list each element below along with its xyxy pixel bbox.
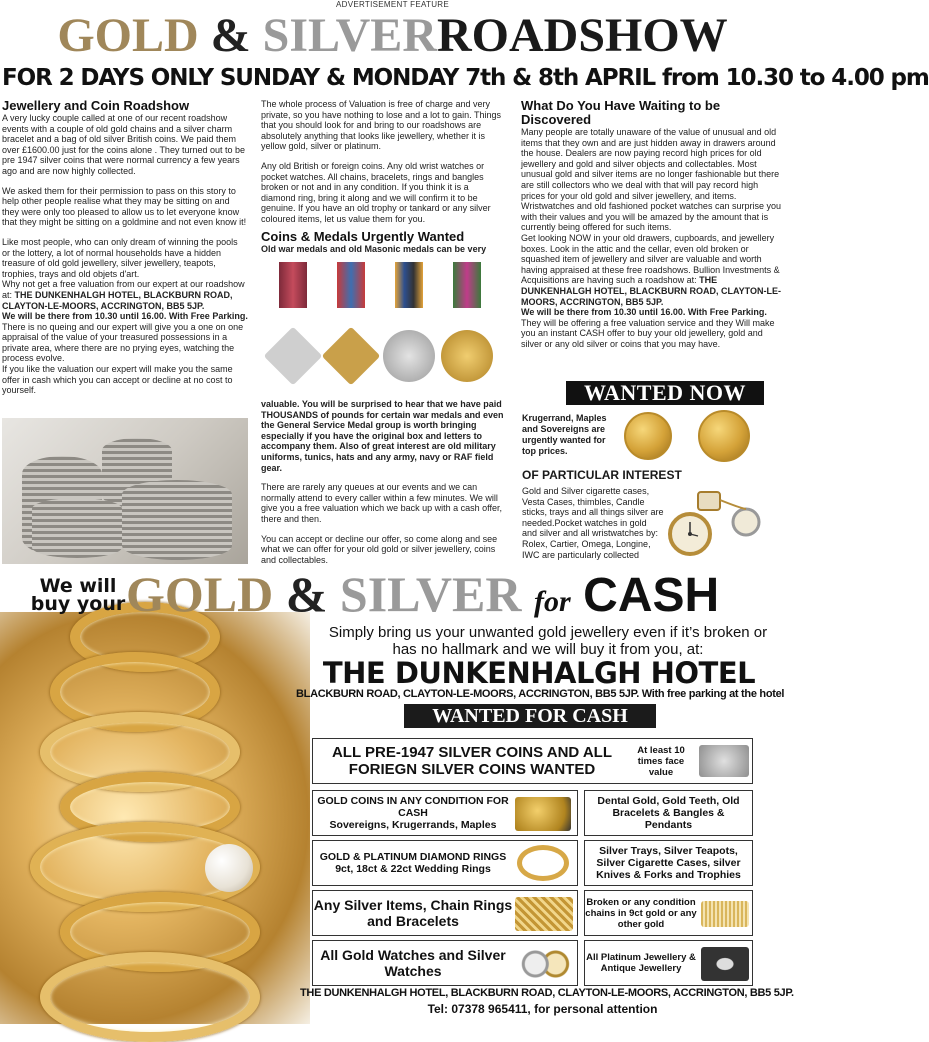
masthead-title [0,10,785,62]
column-jewellery-roadshow [2,99,248,405]
gold-coins-box [312,790,578,836]
paragraph: There are rarely any queues at our events and we can normally attend to every caller within a few minutes. We will give you a free valuation which we back up with a cash offer, there and then. [261,482,502,524]
gold-coins-text [313,795,513,831]
paragraph-text: If you like the valuation our expert will make you the same offer in cash which you can accept or decline at no cost to yourself. [2,364,233,396]
paragraph [2,237,248,396]
wanted-now-banner: WANTED NOW [566,381,764,405]
we-will-buy-your [28,577,128,613]
diamond-rings-thumbnail [517,845,569,881]
pearl-ring-image [205,844,253,892]
watches-thumbnail [515,945,573,983]
footer-address: THE DUNKENHALGH HOTEL, BLACKBURN ROAD, CLAYTON-LE-MOORS, ACCRINGTON, BB5 5JP. [300,987,794,999]
gold-rings-photo [0,612,310,1024]
diamond-rings-text [313,851,513,875]
silver-coins-photo [2,418,248,564]
masthead-amp: & [210,9,251,62]
times-text: We will be there from 10.30 until 16.00. With Free Parking. [2,311,248,322]
headline-for: for [534,585,571,618]
silver-coins-text: ALL PRE-1947 SILVER COINS AND ALL FORIEGN SILVER COINS WANTED [331,744,613,778]
hotel-address: BLACKBURN ROAD, CLAYTON-LE-MOORS, ACCRINGTON, BB5 5JP. With free parking at the hotel [296,688,785,700]
gold-coins-sub: Sovereigns, Krugerrands, Maples [329,819,497,831]
watches-box [312,940,578,986]
gold-silver-cash-headline [126,568,719,620]
dates-line: FOR 2 DAYS ONLY SUNDAY & MONDAY 7th & 8th APRIL from 10.30 to 4.00 pm [2,65,929,91]
paragraph-text: Why not get a free valuation from our expert at our roadshow at: [2,279,245,300]
diamond-rings-box [312,840,578,886]
venue-text: THE DUNKENHALGH HOTEL, BLACKBURN ROAD, CLAYTON-LE-MOORS, ACCRINGTON, BB5 5JP. [521,275,781,307]
paragraph-text: They will be offering a free valuation service and they Will make you an instant CASH offer to buy your old jewellery, gold and silver or any old silver or coins that you may have. [521,317,775,349]
paragraph-text: Get looking NOW in your old drawers, cupboards, and jewellery boxes. Look in the attic and the cellar, even old broken or squashed item of jewellery and silver are valuable and worth having appraised at these free roadshows. Bullion Investments & Acquisitions are having such a roadshow at: [521,232,780,286]
broken-chains-text: Broken or any condition chains in 9ct gold or any other gold [585,896,697,930]
interest-text: Gold and Silver cigarette cases, Vesta Cases, thimbles, Candle sticks, trays and all things silver are needed.Pocket watches in gold and silver and all wristwatches by: Rolex, Cartier, Omega, Longine, IWC are particularly collected [522,486,664,560]
pocket-watches-image [660,488,770,558]
advertisement-feature-label: ADVERTISEMENT FEATURE [336,0,449,9]
headline-silver: SILVER [339,566,522,622]
gold-coins-title: GOLD COINS IN ANY CONDITION FOR CASH [317,795,509,819]
column-heading: What Do You Have Waiting to be Discovered [521,98,721,127]
platinum-text: All Platinum Jewellery & Antique Jewellery [586,952,696,974]
gold-coins-thumbnail [515,797,571,831]
silver-items-text: Any Silver Items, Chain Rings and Bracelets [313,897,513,929]
diamond-rings-title: GOLD & PLATINUM DIAMOND RINGS [319,851,507,863]
column-medals-continued [261,399,505,574]
krugerrand-text: Krugerrand, Maples and Sovereigns are urgently wanted for top prices. [522,413,607,456]
platinum-box [584,940,753,986]
paragraph: We asked them for their permission to pass on this story to help other people realise what they may be sitting on and they were only too pleased to allow us to let everyone know that they might be sitting on a goldmine and not even know it! [2,185,247,228]
coins-medals-heading: Coins & Medals Urgently Wanted [261,228,465,244]
watches-text: All Gold Watches and Silver Watches [320,947,506,979]
paragraph: You can accept or decline our offer, so come along and see what we can offer for your old gold or silver jewellery, coins and collectables. [261,533,498,565]
footer-telephone: Tel: 07378 965411, for personal attention [427,1002,658,1016]
we-will-text: We will [39,575,117,597]
diamond-rings-sub: 9ct, 18ct & 22ct Wedding Rings [335,863,491,875]
chains-thumbnail [701,901,749,927]
silver-trays-text: Silver Trays, Silver Teapots, Silver Cigarette Cases, silver Knives & Forks and Trophies [596,845,741,881]
gold-chain-thumbnail [515,897,573,931]
bring-us-text: Simply bring us your unwanted gold jewellery even if it’s broken or has no hallmark and we will buy it from you, at: [328,624,768,658]
column-valuation [261,99,505,254]
paragraph [521,233,783,350]
headline-cash: CASH [583,569,720,622]
masthead-roadshow: ROADSHOW [436,9,728,62]
silver-coins-thumbnail [699,745,749,777]
platinum-thumbnail [701,947,749,981]
buy-your-text: buy your [30,593,126,615]
headline-gold: GOLD [126,566,274,622]
headline-amp: & [285,566,328,622]
paragraph: The whole process of Valuation is free of charge and very private, so you have nothing to lose and a lot to gain. Things that you should look for and bring to our roadshows are absolutely anything that looks like jewellery, whether it is yellow gold, silver or platinum. [261,99,501,152]
paragraph: A very lucky couple called at one of our recent roadshow events with a couple of old gold chains and a silver charm bracelet and a bag of old silver British coins. We paid them over £1600.00 just for the coins alone . They turned out to be pre 1947 silver coins that were normal currency a few years ago and are now highly collected. [2,113,245,176]
masthead-silver: SILVER [262,9,437,62]
silver-items-box [312,890,578,936]
silver-coins-box [312,738,753,784]
paragraph-text: There is no queing and our expert will give you a one on one appraisal of the value of your treasured possessions in a private area, where there are no prying eyes, watching the process evolve. [2,321,244,364]
dental-gold-box [584,790,753,836]
bold-paragraph [261,399,505,473]
paragraph: Many people are totally unaware of the value of unusual and old items that they own and are just hidden away in drawers around the house. Dealers are now paying record high prices for old jewellery and gold and silver objects and collectables. Most unusual gold and silver items are no longer fashionable but there are still collectors who we deal with that will pay record high prices for your old gold and silver jewellery, and items. Wristwatches and old fashioned pocket watches can surprise you with their values and you will be amazed by the amount that is currently being offered for such items. [521,127,781,233]
hotel-name: THE DUNKENHALGH HOTEL [322,656,756,690]
dental-gold-text: Dental Gold, Gold Teeth, Old Bracelets & Bangles & Pendants [597,795,740,831]
broken-chains-box [584,890,753,936]
interest-heading: OF PARTICULAR INTEREST [522,468,682,482]
face-value-text: At least 10 times face value [637,744,685,778]
war-medals-image [263,262,509,386]
paragraph: Any old British or foreign coins. Any old wrist watches or pocket watches. All chains, bracelets, rings and bangles broken or not and in any condition. If you think it is a diamond ring, bring it along and we will confirm it to be genuine. If you have an old trophy or tankard or any silver coloured items, let us value them for you. [261,160,491,224]
masthead-gold: GOLD [57,9,199,62]
venue-text: THE DUNKENHALGH HOTEL, BLACKBURN ROAD, CLAYTON-LE-MOORS, ACCRINGTON, BB5 5JP. [2,289,233,311]
times-text: We will be there from 10.30 until 16.00. With Free Parking. [521,307,767,318]
column-discovered [521,99,783,358]
wanted-for-cash-banner: WANTED FOR CASH [404,704,656,728]
krugerrand-coin-image [624,412,672,460]
sovereign-coin-image [698,410,750,462]
bold-paragraph-text: valuable. You will be surprised to hear that we have paid THOUSANDS of pounds for certain war medals and even the General Service Medal group is worth bringing especially if you have the original box and letters to accompany them. Also of great interest are old military uniforms, tunics, hats and any army, navy or RAF field gear. [261,399,504,473]
column-heading: Jewellery and Coin Roadshow [2,98,190,113]
silver-trays-box [584,840,753,886]
paragraph-text: Like most people, who can only dream of winning the pools or the lottery, a lot of normal households have a hidden treasure of old gold jewellery, silver jewellery, teapots, trophies, trays and old objets d'art. [2,236,238,279]
medals-subheading: Old war medals and old Masonic medals can be very [261,243,487,254]
